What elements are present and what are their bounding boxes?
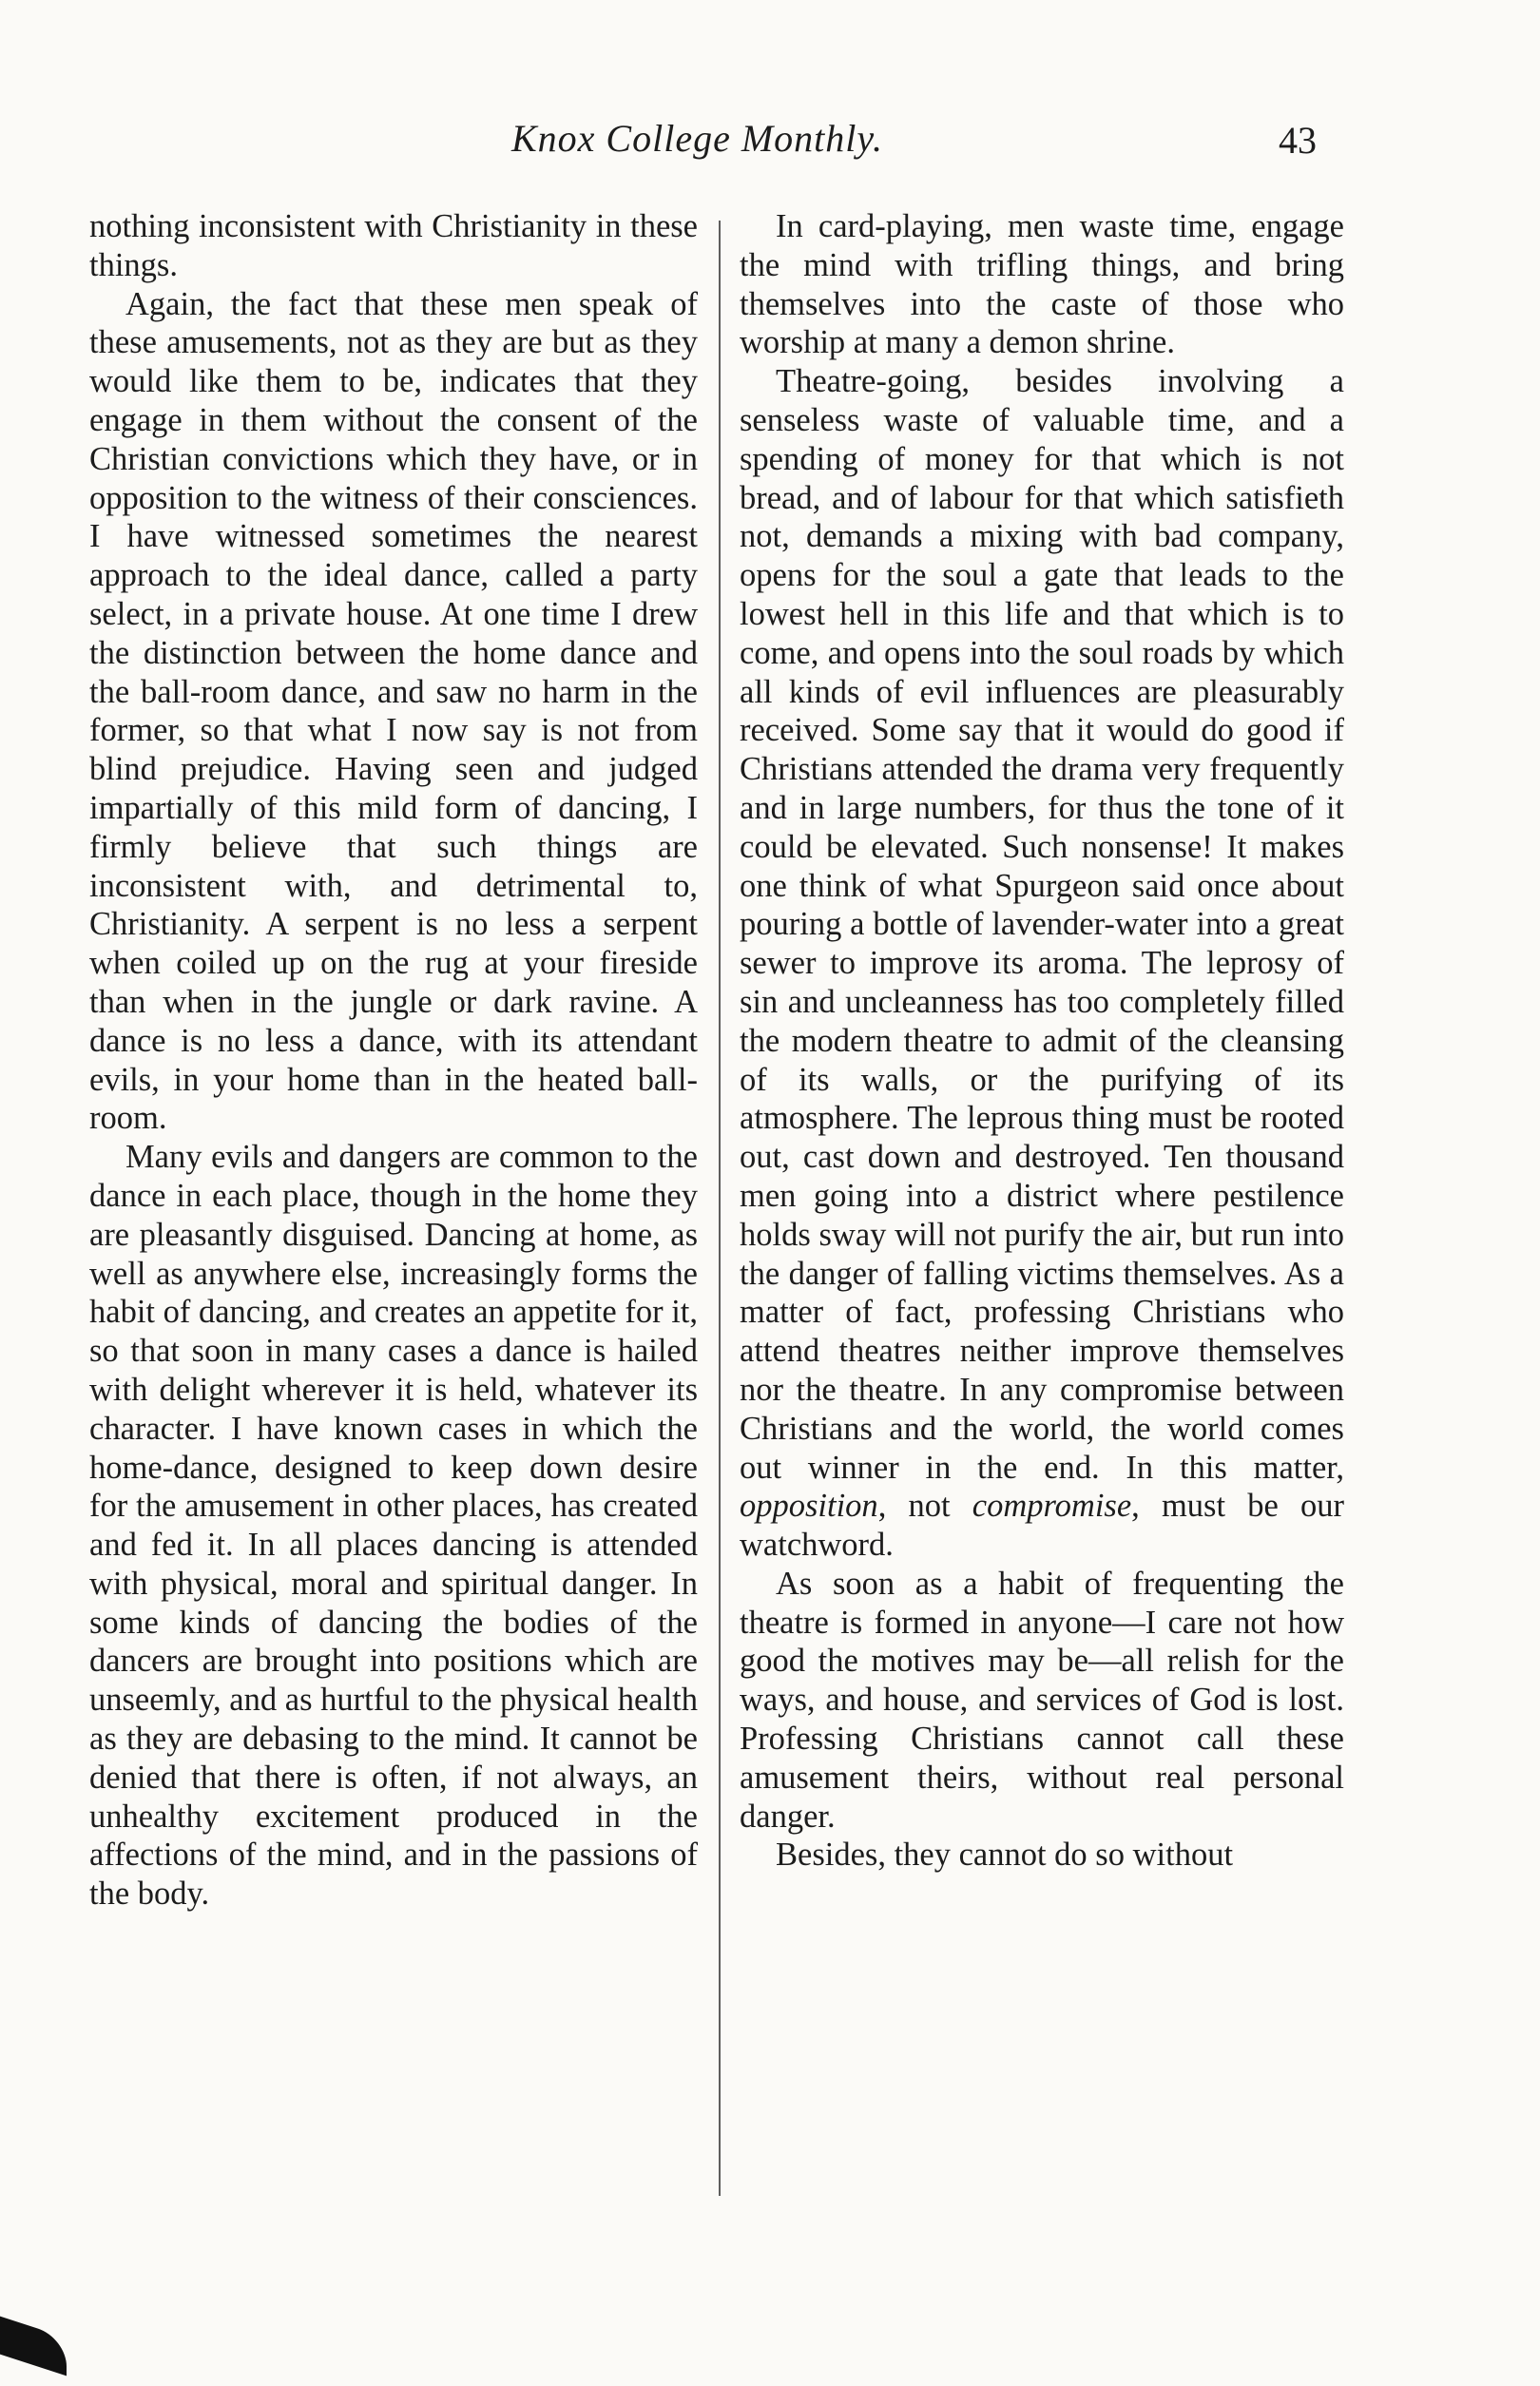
right-paragraph-4: Besides, they cannot do so without [776, 1837, 1234, 1874]
right-paragraph-2 [740, 362, 1344, 1565]
right-paragraph-2-mid: , not [877, 1488, 951, 1525]
emphasis-opposition: opposition [740, 1488, 878, 1525]
left-paragraph-1: nothing inconsistent with Christianity in these things. [89, 208, 698, 283]
emphasis-compromise: compromise [972, 1488, 1132, 1525]
right-column [740, 207, 1344, 1875]
scan-corner-mark [0, 2317, 67, 2376]
left-paragraph-3: Many evils and dangers are common to the dance in each place, though in the home they are pleasantly disguised. Dancing at home, as well as anywhere else, increasingly forms the habit of dancing, and creates an appetite for it, so that soon in many cases a dance is hailed with delight wherever it is held, whatever its character. I have known cases in which the home-dance, designed to keep down desire for the amusement in other places, has created and fed it. In all places dancing is attended with physical, moral and spiritual danger. In some kinds of dancing the bodies of the dancers are brought into positions which are unseemly, and as hurtful to the physical health as they are debasing to the mind. It cannot be denied that there is often, if not always, an unhealthy excitement produced in the affections of the mind, and in the passions of the body. [89, 1139, 698, 1913]
right-paragraph-2-text: Theatre-going, besides involving a senseless waste of valuable time, and a spending of money for that which is not bread, and of labour for that which satisfieth not, demands a mixing with bad company, opens for the soul a gate that leads to the lowest hell in this life and that which is to come, and opens into the soul roads by which all kinds of evil influences are pleasurably received. Some say that it would do good if Christians attended the drama very frequently and in large numbers, for thus the tone of it could be elevated. Such nonsense! It makes one think of what Spurgeon said once about pouring a bottle of lavender-water into a great sewer to improve its aroma. The leprosy of sin and uncleanness has too completely filled the modern theatre to admit of the cleansing of its walls, or the purifying of its atmosphere. The leprous thing must be rooted out, cast down and destroyed. Ten thousand men going into a district where pestilence holds sway will not purify the air, but run into the danger of falling victims themselves. As a matter of fact, professing Christians who attend theatres neither improve themselves nor the theatre. In any compromise between Christians and the world, the world comes out winner in the end. In this matter, [740, 363, 1344, 1486]
running-title: Knox College Monthly. [511, 117, 883, 160]
page-header [0, 116, 1540, 173]
column-divider [719, 221, 721, 2196]
right-paragraph-1: In card-playing, men waste time, engage the mind with trifling things, and bring themselves into the caste of those who worship at many a demon shrine. [740, 208, 1344, 361]
page-number: 43 [1279, 119, 1317, 162]
left-paragraph-2: Again, the fact that these men speak of these amusements, not as they are but as they would like them to be, indicates that they engage in them without the consent of the Christian convictions which they have, or in opposition to the witness of their consciences. I have witnessed sometimes the nearest approach to the ideal dance, called a party select, in a private house. At one time I drew the distinction between the home dance and the ball-room dance, and saw no harm in the former, so that what I now say is not from blind prejudice. Having seen and judged impartially of this mild form of dancing, I firmly believe that such things are inconsistent with, and detrimental to, Christianity. A serpent is no less a serpent when coiled up on the rug at your fireside than when in the jungle or dark ravine. A dance is no less a dance, with its attendant evils, in your home than in the heated ball-room. [89, 285, 698, 1137]
left-column [89, 207, 698, 1914]
right-paragraph-3: As soon as a habit of frequenting the theatre is formed in anyone—I care not how good the motives may be—all relish for the ways, and house, and services of God is lost. Professing Christians cannot call these amusement theirs, without real personal danger. [740, 1565, 1344, 1835]
right-paragraph-2-end: , must be our watchword. [740, 1488, 1344, 1564]
